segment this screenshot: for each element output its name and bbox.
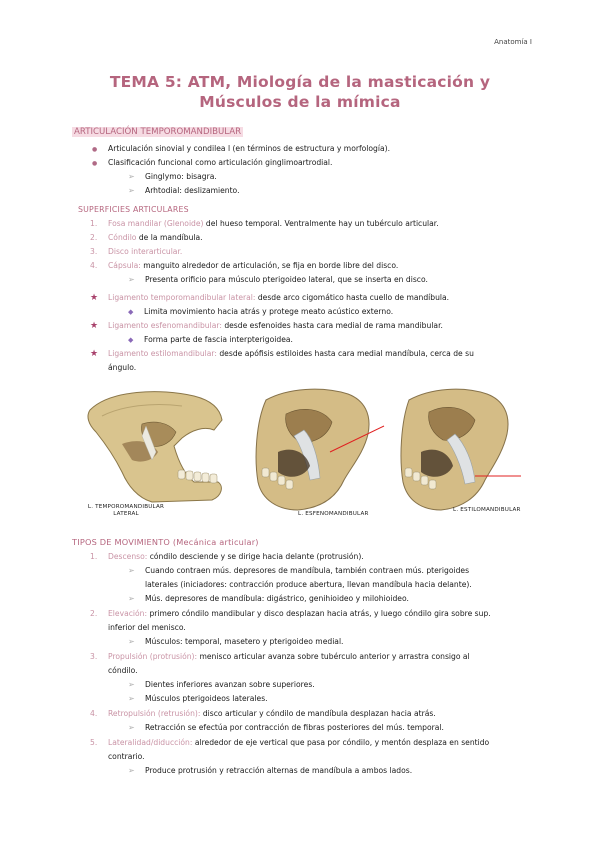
item-number: 2. [90,233,98,242]
numbered-item [90,232,203,243]
list-item-text: Produce protrusión y retracción alternas de mandíbula a ambos lados. [145,766,413,775]
numbered-item [90,246,182,257]
sub-list-item [128,274,428,285]
sub-list-item [128,593,409,604]
list-item [92,143,390,155]
bullet-icon: ● [92,146,98,153]
list-item-text: Músculos pterigoideos laterales. [145,694,268,703]
numbered-item-continuation: cóndilo. [108,666,138,675]
star-icon: ★ [90,321,99,331]
list-item-text: Mús. depresores de mandíbula: digástrico, genihioideo y milohioideo. [145,594,409,603]
list-item-text: Presenta orificio para músculo pterigoideo lateral, que se inserta en disco. [145,275,428,284]
sub-list-item [128,636,343,647]
numbered-item [90,551,364,562]
item-term: Propulsión (protrusión): [108,652,198,661]
list-item-text: Arhtodial: deslizamiento. [145,186,240,195]
list-item-text: Dientes inferiores avanzan sobre superiores. [145,680,315,689]
item-number: 1. [90,219,98,228]
list-item-text: Limita movimiento hacia atrás y protege meato acústico externo. [144,307,394,316]
caption-line: L. TEMPOROMANDIBULAR [87,504,165,510]
page-title-line1: TEMA 5: ATM, Miología de la masticación y [109,73,491,91]
sub-list-item [128,679,315,690]
list-item-text: Articulación sinovial y condilea l (en términos de estructura y morfología). [108,144,391,153]
section-heading-atm [72,127,243,137]
item-term: Elevación: [108,609,148,618]
figure-stylomandibular [395,382,523,522]
sub-list-item [128,722,444,733]
ligament-item-continuation: ángulo. [108,363,137,372]
item-text: manguito alrededor de articulación, se fija en borde libre del disco. [140,261,399,270]
ligament-term: Ligamento estilomandibular: [108,349,217,358]
figure-caption-1 [86,504,166,517]
item-number: 5. [90,738,98,747]
arrow-icon: ➢ [128,766,135,775]
ligament-text: desde esfenoides hasta cara medial de rama mandibular. [221,321,443,330]
bullet-icon: ● [92,160,98,167]
numbered-item [90,651,470,662]
ligament-item [90,348,474,360]
sub-list-item [128,693,268,704]
arrow-icon: ➢ [128,172,135,181]
figure-caption-3: L. ESTILOMANDIBULAR [453,507,521,513]
subsection-heading-movements: TIPOS DE MOVIMIENTO (Mecánica articular) [72,537,259,547]
item-text: alrededor de eje vertical que pasa por cóndilo, y mentón desplaza en sentido [192,738,490,747]
arrow-icon: ➢ [128,694,135,703]
item-number: 3. [90,247,98,256]
item-term: Retropulsión (retrusión): [108,709,201,718]
item-term: Lateralidad/diducción: [108,738,193,747]
ligament-sub-item [128,306,393,318]
arrow-icon: ➢ [128,723,135,732]
caption-line: LATERAL [113,510,139,517]
ligament-term: Ligamento temporomandibular lateral: [108,293,256,302]
item-number: 1. [90,552,98,561]
diamond-icon: ◆ [128,336,134,344]
header-subject: Anatomía I [494,38,532,46]
ligament-text: desde arco cigomático hasta cuello de mandíbula. [255,293,450,302]
ligament-sub-item [128,334,293,346]
star-icon: ★ [90,349,99,359]
item-text: disco articular y cóndilo de mandíbula desplazan hacia atrás. [200,709,436,718]
figure-sphenomandibular [248,382,388,522]
list-item-text: Clasificación funcional como articulación ginglimoartrodial. [108,158,333,167]
ligament-item [90,292,449,304]
arrow-icon: ➢ [128,594,135,603]
item-term: Descenso: [108,552,148,561]
arrow-icon: ➢ [128,186,135,195]
section-heading-text: ARTICULACIÓN TEMPOROMANDIBULAR [74,127,242,137]
star-icon: ★ [90,293,99,303]
numbered-item [90,260,398,271]
item-number: 4. [90,709,98,718]
sub-list-item [128,171,217,182]
ligament-item [90,320,443,332]
figure-caption-2: L. ESFENOMANDIBULAR [298,511,369,517]
item-number: 4. [90,261,98,270]
page-title-line2: Músculos de la mímica [199,93,401,111]
list-item-text: Ginglymo: bisagra. [145,172,217,181]
numbered-item [90,737,489,748]
sub-list-item-continuation: laterales (iniciadores: contracción produce abertura, llevan mandíbula hacia delante). [145,580,472,589]
diamond-icon: ◆ [128,308,134,316]
arrow-icon: ➢ [128,275,135,284]
list-item-text: Cuando contraen mús. depresores de mandíbula, también contraen mús. pterigoides [145,566,470,575]
item-number: 3. [90,652,98,661]
item-term: Fosa mandilar (Glenoide) [108,219,204,228]
ligament-text: desde apófisis estiloides hasta cara medial mandíbula, cerca de su [216,349,474,358]
ligament-term: Ligamento esfenomandibular: [108,321,222,330]
item-term: Disco interarticular. [108,247,183,256]
numbered-item [90,708,436,719]
sub-list-item [128,565,469,576]
item-text: primero cóndilo mandibular y disco desplazan hacia atrás, y luego cóndilo gira sobre sup. [147,609,491,618]
item-text: del hueso temporal. Ventralmente hay un tubérculo articular. [203,219,439,228]
list-item-text: Forma parte de fascia interpterigoidea. [144,335,293,344]
list-item-text: Músculos: temporal, masetero y pterigoideo medial. [145,637,344,646]
item-text: menisco articular avanza sobre tubérculo anterior y arrastra consigo al [197,652,470,661]
list-item-text: Retracción se efectúa por contracción de fibras posteriores del mús. temporal. [145,723,444,732]
numbered-item [90,218,439,229]
item-text: de la mandíbula. [136,233,203,242]
arrow-icon: ➢ [128,566,135,575]
item-number: 2. [90,609,98,618]
numbered-item [90,608,491,619]
sub-list-item [128,185,240,196]
arrow-icon: ➢ [128,680,135,689]
list-item [92,157,332,169]
numbered-item-continuation: inferior del menisco. [108,623,186,632]
arrow-icon: ➢ [128,637,135,646]
item-term: Cóndilo [108,233,137,242]
item-text: cóndilo desciende y se dirige hacia delante (protrusión). [147,552,364,561]
item-term: Cápsula: [108,261,141,270]
sub-list-item [128,765,412,776]
numbered-item-continuation: contrario. [108,752,145,761]
figure-temporomandibular-lateral [82,386,242,506]
subsection-heading-surfaces: SUPERFICIES ARTICULARES [78,205,189,214]
